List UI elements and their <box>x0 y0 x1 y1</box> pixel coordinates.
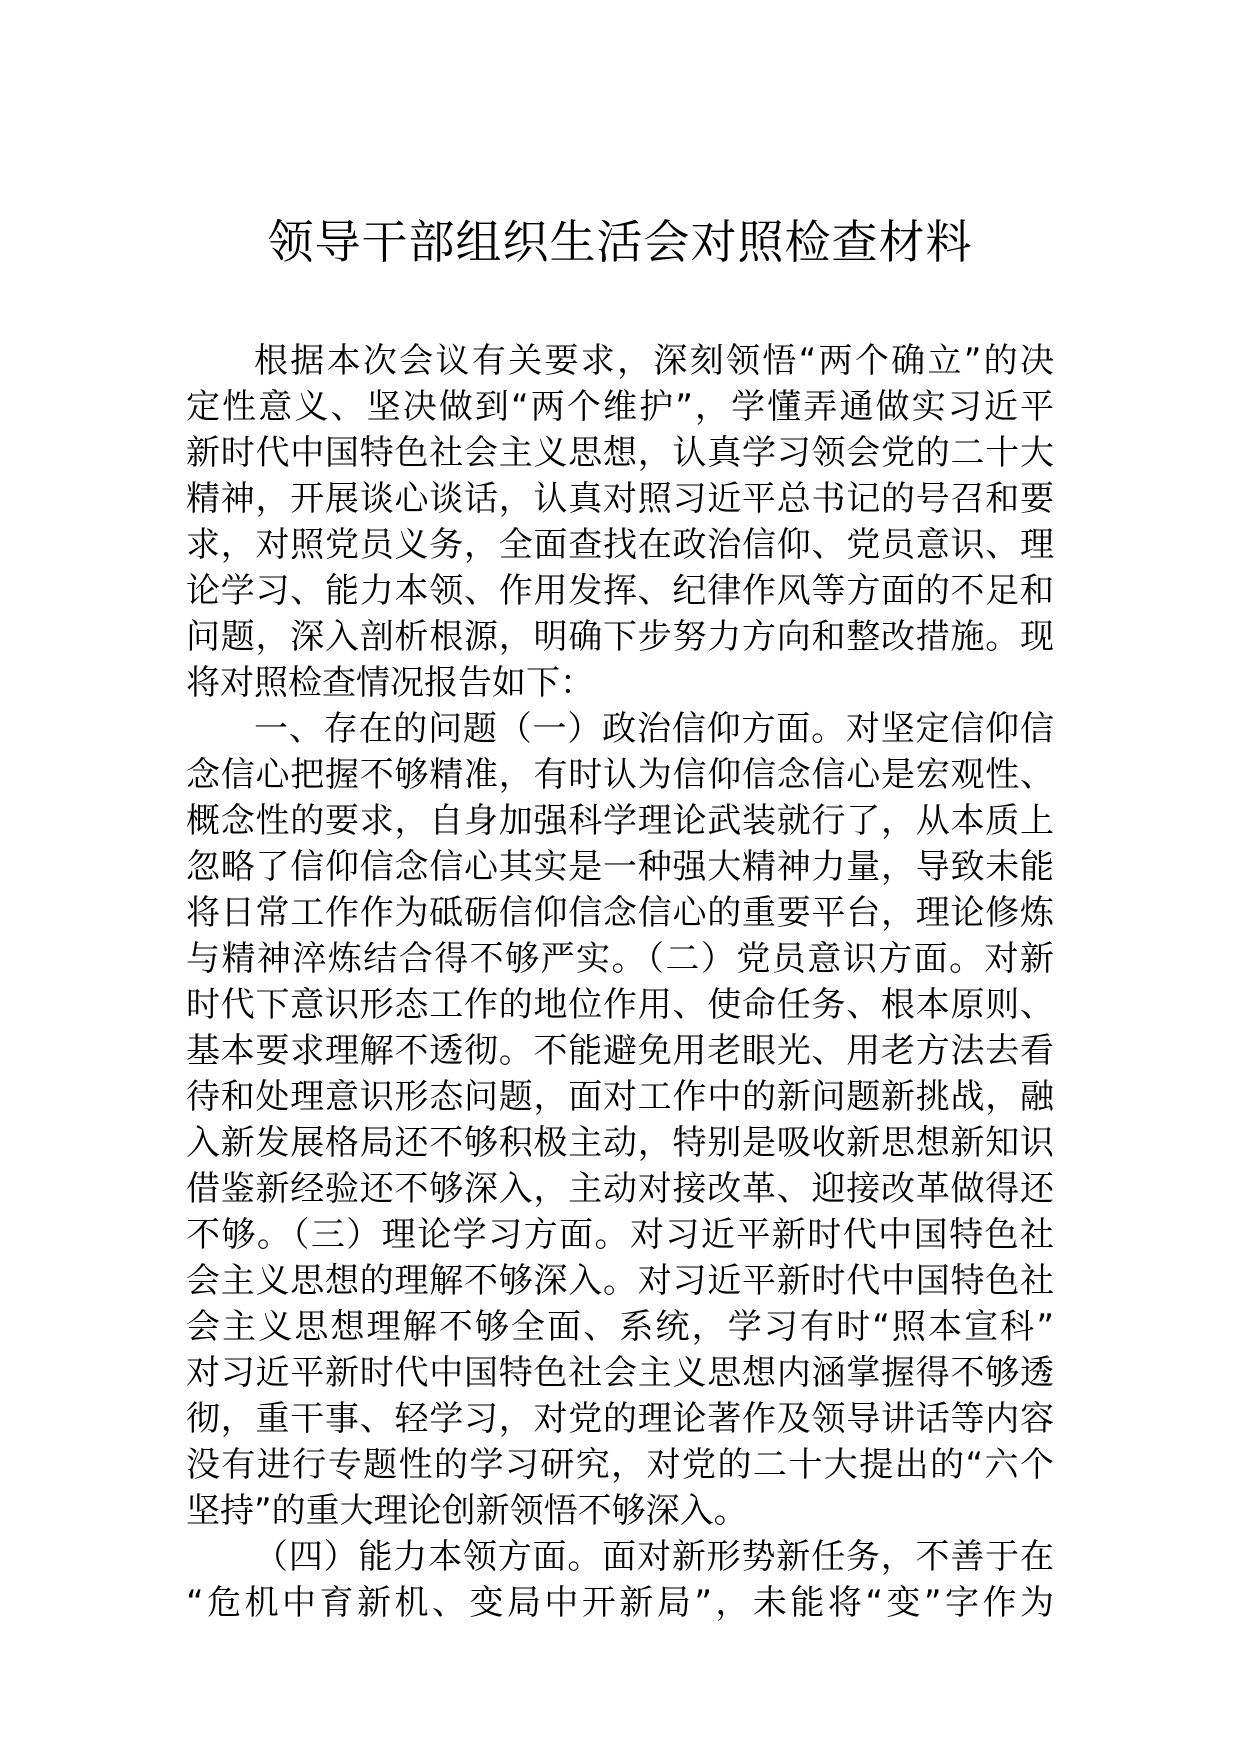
text-line: 入新发展格局还不够积极主动，特别是吸收新思想新知识 <box>186 1123 1054 1163</box>
text-line: 新时代中国特色社会主义思想，认真学习领会党的二十大 <box>186 433 1054 473</box>
text-line: “危机中育新机、变局中开新局”，未能将“变”字作为 <box>186 1583 1054 1623</box>
text-line: 根据本次会议有关要求，深刻领悟“两个确立”的决 <box>254 341 1054 381</box>
text-line: 基本要求理解不透彻。不能避免用老眼光、用老方法去看 <box>186 1031 1054 1071</box>
text-line: 精神，开展谈心谈话，认真对照习近平总书记的号召和要 <box>186 479 1054 519</box>
text-line: 忽略了信仰信念信心其实是一种强大精神力量，导致未能 <box>186 847 1054 887</box>
text-line: 将对照检查情况报告如下： <box>186 663 594 703</box>
text-line: 会主义思想的理解不够深入。对习近平新时代中国特色社 <box>186 1261 1054 1301</box>
text-line: 对习近平新时代中国特色社会主义思想内涵掌握得不够透 <box>186 1353 1054 1393</box>
document-title: 领导干部组织生活会对照检查材料 <box>267 215 973 269</box>
text-line: 会主义思想理解不够全面、系统，学习有时“照本宣科” <box>186 1307 1054 1347</box>
text-line: 时代下意识形态工作的地位作用、使命任务、根本原则、 <box>186 985 1054 1025</box>
text-line: 念信心把握不够精准，有时认为信仰信念信心是宏观性、 <box>186 755 1054 795</box>
text-line: （四）能力本领方面。面对新形势新任务，不善于在 <box>254 1537 1054 1577</box>
text-line: 论学习、能力本领、作用发挥、纪律作风等方面的不足和 <box>186 571 1054 611</box>
text-line: 不够。（三）理论学习方面。对习近平新时代中国特色社 <box>186 1215 1054 1255</box>
text-line: 问题，深入剖析根源，明确下步努力方向和整改措施。现 <box>186 617 1054 657</box>
text-line: 没有进行专题性的学习研究，对党的二十大提出的“六个 <box>186 1445 1054 1485</box>
text-line: 概念性的要求，自身加强科学理论武装就行了，从本质上 <box>186 801 1054 841</box>
text-line: 坚持”的重大理论创新领悟不够深入。 <box>186 1491 748 1531</box>
text-line: 定性意义、坚决做到“两个维护”，学懂弄通做实习近平 <box>186 387 1054 427</box>
document-body <box>186 338 1054 1626</box>
text-line: 与精神淬炼结合得不够严实。（二）党员意识方面。对新 <box>186 939 1054 979</box>
text-line: 彻，重干事、轻学习，对党的理论著作及领导讲话等内容 <box>186 1399 1054 1439</box>
text-line: 待和处理意识形态问题，面对工作中的新问题新挑战，融 <box>186 1077 1054 1117</box>
text-line: 将日常工作作为砥砺信仰信念信心的重要平台，理论修炼 <box>186 893 1054 933</box>
text-line: 一、存在的问题（一）政治信仰方面。对坚定信仰信 <box>254 709 1054 749</box>
text-line: 求，对照党员义务，全面查找在政治信仰、党员意识、理 <box>186 525 1054 565</box>
text-line: 借鉴新经验还不够深入，主动对接改革、迎接改革做得还 <box>186 1169 1054 1209</box>
